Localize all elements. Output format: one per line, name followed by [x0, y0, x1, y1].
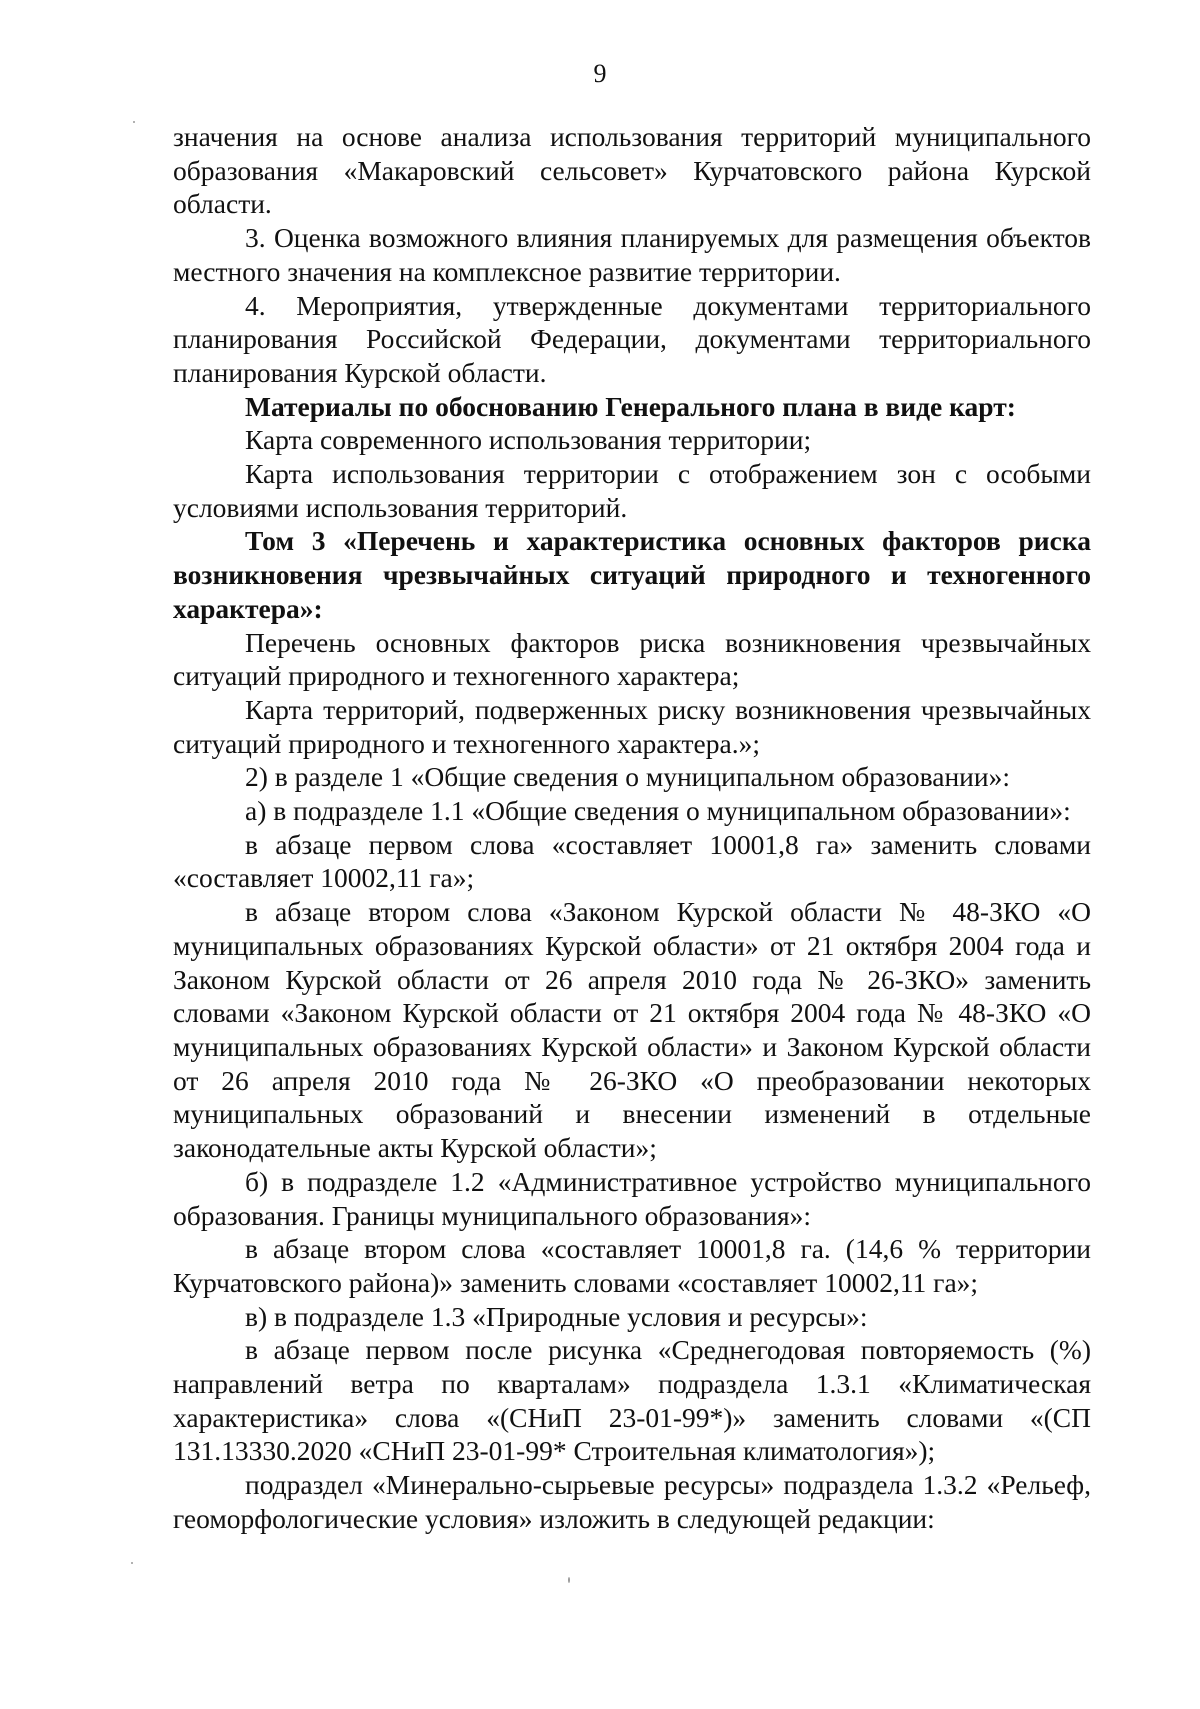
scan-speck — [133, 121, 135, 123]
paragraph-subsection-1-1: а) в подразделе 1.1 «Общие сведения о муниципальном образовании»: — [245, 795, 1071, 827]
section-heading-volume-3: Том 3 «Перечень и характеристика основных факторов риска возникновения чрезвычайных ситуаций природного и техногенного характера»: — [173, 525, 1091, 624]
paragraph-map-zones: Карта использования территории с отображением зон с особыми условиями использования территорий. — [173, 458, 1091, 523]
document-body — [173, 120, 1091, 1536]
scan-speck — [131, 1562, 133, 1564]
paragraph-area-replacement: в абзаце втором слова «составляет 10001,8 га. (14,6 % территории Курчатовского района)» заменить словами «составляет 10002,11 га»; — [173, 1233, 1091, 1298]
paragraph-subsection-1-3: в) в подразделе 1.3 «Природные условия и ресурсы»: — [245, 1300, 868, 1332]
paragraph-subsection-1-2: б) в подразделе 1.2 «Административное устройство муниципального образования. Границы муниципального образования»: — [173, 1165, 1091, 1231]
paragraph-risk-map: Карта территорий, подверженных риску возникновения чрезвычайных ситуаций природного и техногенного характера.»; — [173, 693, 1091, 759]
scan-speck — [568, 1577, 570, 1583]
paragraph-section-1: 2) в разделе 1 «Общие сведения о муниципальном образовании»: — [245, 761, 1011, 793]
section-heading-maps: Материалы по обоснованию Генерального плана в виде карт: — [245, 390, 1016, 422]
paragraph-second-abzac: в абзаце втором слова «Законом Курской области № 48-ЗКО «О муниципальных образованиях Курской области» от 21 октября 2004 года и Законом Курской области от 26 апреля 2010 года № 26-ЗКО» заменить словами «Законом Курской области от 21 октября 2004 года № 48-ЗКО «О муниципальных образованиях Курской области» и Законом Курской области от 26 апреля 2010 года № 26-ЗКО «О преобразовании некоторых муниципальных образований и внесении изменений в отдельные законодательные акты Курской области»; — [173, 896, 1091, 1164]
paragraph-risk-factors-list: Перечень основных факторов риска возникновения чрезвычайных ситуаций природного и техногенного характера; — [173, 626, 1091, 692]
paragraph-climate: в абзаце первом после рисунка «Среднегодовая повторяемость (%) направлений ветра по кварталам» подраздела 1.3.1 «Климатическая характеристика» слова «(СНиП 23-01-99*)» заменить словами «(СП 131.13330.2020 «СНиП 23-01-99* Строительная климатология»); — [173, 1334, 1091, 1467]
paragraph-first-abzac: в абзаце первом слова «составляет 10001,8 га» заменить словами «составляет 10002,11 га»; — [173, 828, 1091, 894]
list-item-3: 3. Оценка возможного влияния планируемых для размещения объектов местного значения на комплексное развитие территории. — [173, 222, 1091, 287]
paragraph-map-current-use: Карта современного использования территории; — [245, 424, 812, 456]
list-item-4: 4. Мероприятия, утвержденные документами территориального планирования Российской Федерации, документами территориального планирования Курской области. — [173, 289, 1091, 388]
paragraph-mineral-resources: подраздел «Минерально-сырьевые ресурсы» подраздела 1.3.2 «Рельеф, геоморфологические условия» изложить в следующей редакции: — [173, 1469, 1091, 1534]
paragraph-continuation: значения на основе анализа использования территорий муниципального образования «Макаровский сельсовет» Курчатовского района Курской области. — [173, 121, 1091, 220]
page-number: 9 — [593, 59, 607, 88]
